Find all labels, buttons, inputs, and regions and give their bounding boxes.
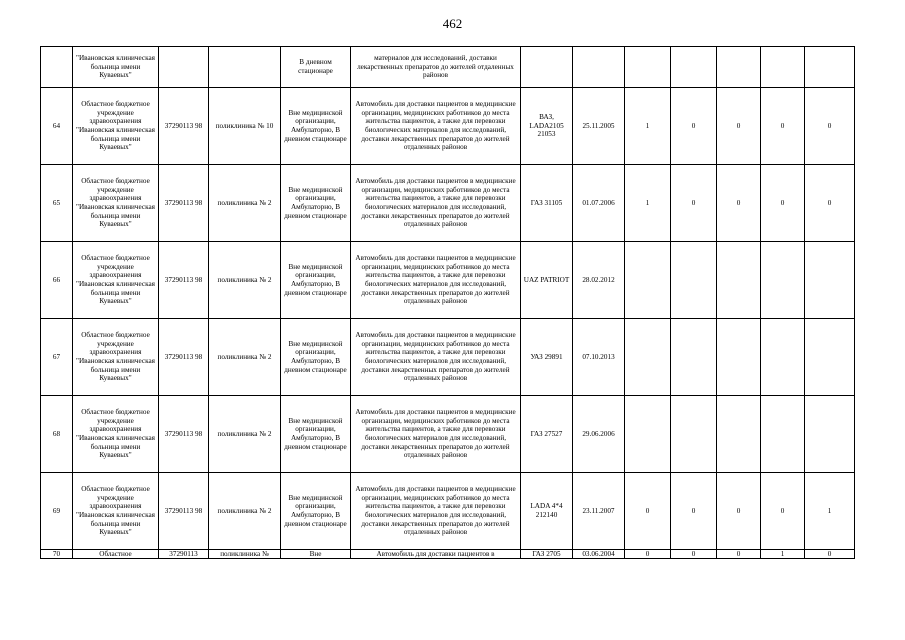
- table-row: [41, 319, 855, 396]
- cell-c1: 1: [625, 165, 671, 242]
- cell-c5: [805, 47, 855, 88]
- cell-c4: [761, 319, 805, 396]
- cell-c1: 1: [625, 88, 671, 165]
- cell-purpose: Автомобиль для доставки пациентов в медицинские организации, медицинских работников до места жительства пациентов, а также для перевозки биологических материалов для исследований, доставки лекарственных препаратов до жителей отдаленных районов: [351, 242, 521, 319]
- cell-c4: 0: [761, 165, 805, 242]
- cell-conditions: Вне медицинской организации, Амбулаторно, В дневном стационаре: [281, 88, 351, 165]
- cell-unit: поликлиника №: [209, 550, 281, 559]
- cell-unit: поликлиника № 2: [209, 396, 281, 473]
- vehicle-registry-table: [40, 46, 855, 559]
- cell-c2: 0: [671, 88, 717, 165]
- cell-date: 07.10.2013: [573, 319, 625, 396]
- cell-c1: 0: [625, 550, 671, 559]
- cell-date: 01.07.2006: [573, 165, 625, 242]
- cell-org: Областное: [73, 550, 159, 559]
- cell-okpo: 37290113 98: [159, 473, 209, 550]
- cell-c5: 1: [805, 473, 855, 550]
- cell-unit: поликлиника № 2: [209, 165, 281, 242]
- cell-purpose: Автомобиль для доставки пациентов в медицинские организации, медицинских работников до места жительства пациентов, а также для перевозки биологических материалов для исследований, доставки лекарственных препаратов до жителей отдаленных районов: [351, 473, 521, 550]
- cell-unit: поликлиника № 2: [209, 319, 281, 396]
- cell-c5: 0: [805, 550, 855, 559]
- cell-conditions: Вне медицинской организации, Амбулаторно, В дневном стационаре: [281, 396, 351, 473]
- cell-num: 67: [41, 319, 73, 396]
- cell-c5: [805, 396, 855, 473]
- cell-c4: 1: [761, 550, 805, 559]
- cell-c4: [761, 47, 805, 88]
- cell-c4: [761, 396, 805, 473]
- cell-c5: [805, 242, 855, 319]
- cell-purpose: Автомобиль для доставки пациентов в медицинские организации, медицинских работников до места жительства пациентов, а также для перевозки биологических материалов для исследований, доставки лекарственных препаратов до жителей отдаленных районов: [351, 88, 521, 165]
- cell-unit: поликлиника № 10: [209, 88, 281, 165]
- cell-purpose: материалов для исследований, доставки лекарственных препаратов до жителей отдаленных районов: [351, 47, 521, 88]
- cell-num: 68: [41, 396, 73, 473]
- table-row: [41, 88, 855, 165]
- cell-date: 28.02.2012: [573, 242, 625, 319]
- cell-okpo: [159, 47, 209, 88]
- cell-c3: 0: [717, 88, 761, 165]
- cell-okpo: 37290113 98: [159, 88, 209, 165]
- table-row: [41, 473, 855, 550]
- cell-c2: 0: [671, 165, 717, 242]
- cell-conditions: Вне медицинской организации, Амбулаторно, В дневном стационаре: [281, 319, 351, 396]
- cell-org: Областное бюджетное учреждение здравоохранения "Ивановская клиническая больница имени Куваевых": [73, 473, 159, 550]
- cell-purpose: Автомобиль для доставки пациентов в медицинские организации, медицинских работников до места жительства пациентов, а также для перевозки биологических материалов для исследований, доставки лекарственных препаратов до жителей отдаленных районов: [351, 396, 521, 473]
- cell-vehicle: [521, 47, 573, 88]
- cell-org: "Ивановская клиническая больница имени Куваевых": [73, 47, 159, 88]
- cell-c5: 0: [805, 165, 855, 242]
- cell-c2: [671, 47, 717, 88]
- cell-c4: [761, 242, 805, 319]
- cell-vehicle: ВАЗ, LADA2105 21053: [521, 88, 573, 165]
- cell-c1: [625, 242, 671, 319]
- cell-c1: 0: [625, 473, 671, 550]
- cell-okpo: 37290113: [159, 550, 209, 559]
- cell-okpo: 37290113 98: [159, 319, 209, 396]
- cell-vehicle: ГАЗ 31105: [521, 165, 573, 242]
- cell-conditions: В дневном стационаре: [281, 47, 351, 88]
- cell-c5: 0: [805, 88, 855, 165]
- cell-okpo: 37290113 98: [159, 242, 209, 319]
- cell-date: 03.06.2004: [573, 550, 625, 559]
- table-row-continuation: [41, 47, 855, 88]
- cell-purpose: Автомобиль для доставки пациентов в медицинские организации, медицинских работников до места жительства пациентов, а также для перевозки биологических материалов для исследований, доставки лекарственных препаратов до жителей отдаленных районов: [351, 165, 521, 242]
- table-row-last: [41, 550, 855, 559]
- cell-org: Областное бюджетное учреждение здравоохранения "Ивановская клиническая больница имени Куваевых": [73, 319, 159, 396]
- cell-c2: [671, 319, 717, 396]
- cell-c3: [717, 396, 761, 473]
- cell-c2: [671, 396, 717, 473]
- cell-num: 70: [41, 550, 73, 559]
- cell-org: Областное бюджетное учреждение здравоохранения "Ивановская клиническая больница имени Куваевых": [73, 165, 159, 242]
- cell-unit: поликлиника № 2: [209, 242, 281, 319]
- cell-date: [573, 47, 625, 88]
- cell-purpose: Автомобиль для доставки пациентов в: [351, 550, 521, 559]
- table-body: [41, 47, 855, 559]
- table-row: [41, 396, 855, 473]
- cell-conditions: Вне: [281, 550, 351, 559]
- cell-c2: 0: [671, 550, 717, 559]
- cell-c4: 0: [761, 473, 805, 550]
- table-row: [41, 242, 855, 319]
- cell-vehicle: LADA 4*4 212140: [521, 473, 573, 550]
- cell-c3: 0: [717, 473, 761, 550]
- cell-org: Областное бюджетное учреждение здравоохранения "Ивановская клиническая больница имени Куваевых": [73, 242, 159, 319]
- cell-date: 29.06.2006: [573, 396, 625, 473]
- cell-c1: [625, 396, 671, 473]
- cell-c3: [717, 47, 761, 88]
- cell-c5: [805, 319, 855, 396]
- cell-num: 64: [41, 88, 73, 165]
- cell-vehicle: ГАЗ 2705: [521, 550, 573, 559]
- cell-vehicle: UAZ PATRIOT: [521, 242, 573, 319]
- cell-okpo: 37290113 98: [159, 165, 209, 242]
- cell-vehicle: ГАЗ 27527: [521, 396, 573, 473]
- cell-conditions: Вне медицинской организации, Амбулаторно, В дневном стационаре: [281, 165, 351, 242]
- cell-c2: 0: [671, 473, 717, 550]
- cell-org: Областное бюджетное учреждение здравоохранения "Ивановская клиническая больница имени Куваевых": [73, 88, 159, 165]
- cell-okpo: 37290113 98: [159, 396, 209, 473]
- cell-num: [41, 47, 73, 88]
- cell-num: 66: [41, 242, 73, 319]
- cell-unit: [209, 47, 281, 88]
- cell-c1: [625, 47, 671, 88]
- cell-date: 25.11.2005: [573, 88, 625, 165]
- cell-c3: [717, 242, 761, 319]
- table-row: [41, 165, 855, 242]
- cell-c1: [625, 319, 671, 396]
- cell-vehicle: УАЗ 29891: [521, 319, 573, 396]
- cell-num: 65: [41, 165, 73, 242]
- cell-c4: 0: [761, 88, 805, 165]
- cell-org: Областное бюджетное учреждение здравоохранения "Ивановская клиническая больница имени Куваевых": [73, 396, 159, 473]
- cell-unit: поликлиника № 2: [209, 473, 281, 550]
- cell-purpose: Автомобиль для доставки пациентов в медицинские организации, медицинских работников до места жительства пациентов, а также для перевозки биологических материалов для исследований, доставки лекарственных препаратов до жителей отдаленных районов: [351, 319, 521, 396]
- cell-conditions: Вне медицинской организации, Амбулаторно, В дневном стационаре: [281, 242, 351, 319]
- cell-c3: 0: [717, 165, 761, 242]
- cell-c3: 0: [717, 550, 761, 559]
- cell-c3: [717, 319, 761, 396]
- cell-date: 23.11.2007: [573, 473, 625, 550]
- cell-conditions: Вне медицинской организации, Амбулаторно, В дневном стационаре: [281, 473, 351, 550]
- cell-num: 69: [41, 473, 73, 550]
- page-number: 462: [442, 16, 463, 31]
- cell-c2: [671, 242, 717, 319]
